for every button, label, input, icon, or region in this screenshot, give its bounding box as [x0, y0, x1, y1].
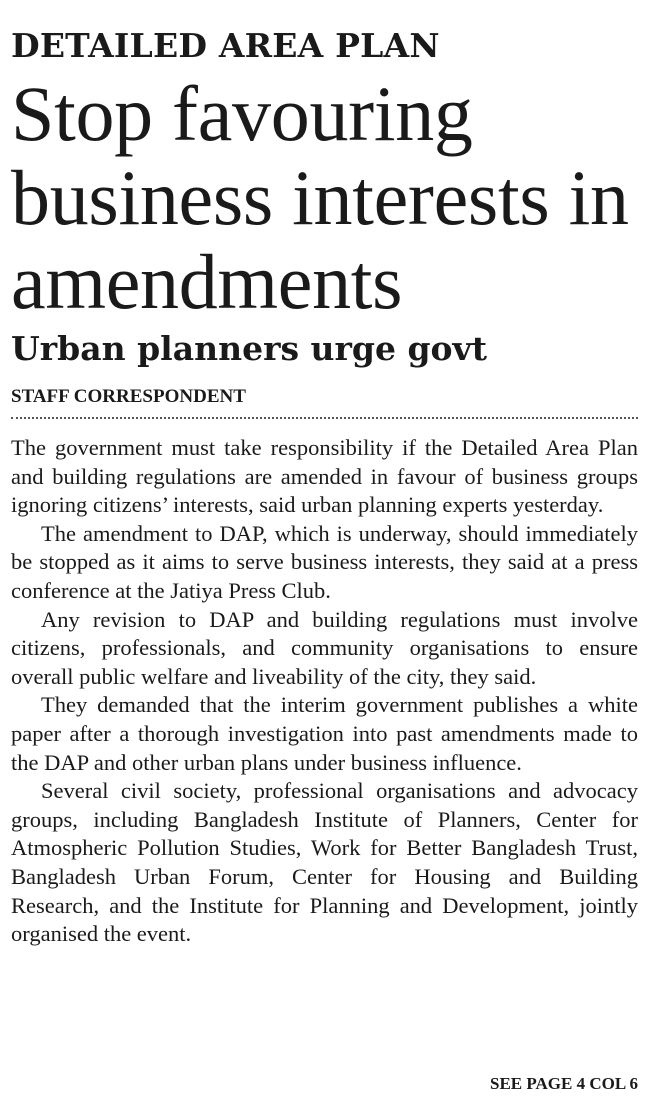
- article-paragraph-2: The amendment to DAP, which is underway, should immediately be stopped as it aims to serve business interests, they said at a press conference at the Jatiya Press Club.: [11, 520, 638, 603]
- article-subheadline: Urban planners urge govt: [11, 329, 487, 368]
- article-byline: STAFF CORRESPONDENT: [11, 386, 246, 407]
- continuation-note: SEE PAGE 4 COL 6: [490, 1074, 638, 1093]
- article-paragraph-3: Any revision to DAP and building regulations must involve citizens, professionals, and community organisations to ensure overall public welfare and liveability of the city, they said.: [11, 606, 638, 689]
- article-paragraph-5: Several civil society, professional organisations and advocacy groups, including Bangladesh Institute of Planners, Center for Atmospheric Pollution Studies, Work for Better Bangladesh Trust, Bangladesh Urban Forum, Center for Housing and Building Research, and the Institute for Planning and Development, jointly organised the event.: [11, 778, 638, 947]
- article-paragraph-1: The government must take responsibility if the Detailed Area Plan and building regulations are amended in favour of business groups ignoring citizens’ interests, said urban planning experts yesterday.: [11, 435, 638, 518]
- article-body: [11, 434, 638, 949]
- article-headline: Stop favouring business interests in amendments: [11, 70, 629, 325]
- article-paragraph-4: They demanded that the interim government publishes a white paper after a thorough investigation into past amendments made to the DAP and other urban plans under business influence.: [11, 692, 638, 775]
- article-kicker: DETAILED AREA PLAN: [11, 26, 440, 65]
- news-article: [11, 0, 638, 949]
- dotted-divider: [11, 417, 638, 419]
